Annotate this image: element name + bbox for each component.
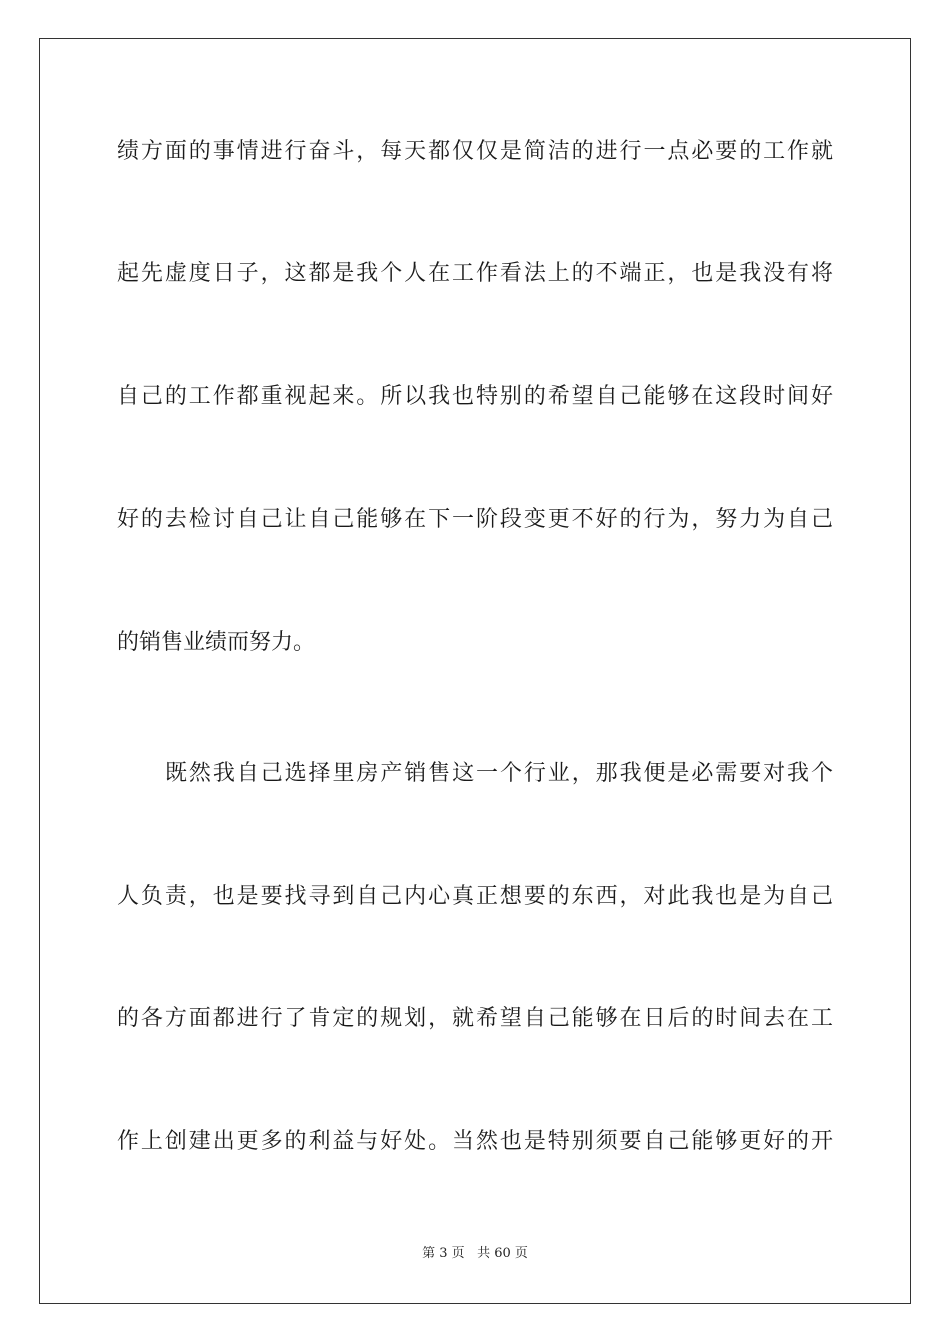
text-line-9: 作上创建出更多的利益与好处。当然也是特别须要自己能够更好的开 [117,1129,833,1154]
page-total: 共 60 页 [477,1246,528,1261]
text-line-6: 既然我自己选择里房产销售这一个行业，那我便是必需要对我个 [165,761,833,786]
text-line-1: 绩方面的事情进行奋斗，每天都仅仅是简洁的进行一点必要的工作就 [117,139,833,164]
text-line-4: 好的去检讨自己让自己能够在下一阶段变更不好的行为，努力为自己 [117,507,833,532]
text-line-8: 的各方面都进行了肯定的规划，就希望自己能够在日后的时间去在工 [117,1006,833,1031]
text-line-2: 起先虚度日子，这都是我个人在工作看法上的不端正，也是我没有将 [117,261,833,286]
page-number: 第 3 页 [422,1246,465,1261]
page-footer [0,1245,950,1263]
text-line-5: 的销售业绩而努力。 [117,630,316,655]
text-line-3: 自己的工作都重视起来。所以我也特别的希望自己能够在这段时间好 [117,384,833,409]
page-border [39,38,911,1304]
text-line-7: 人负责，也是要找寻到自己内心真正想要的东西，对此我也是为自己 [117,884,833,909]
